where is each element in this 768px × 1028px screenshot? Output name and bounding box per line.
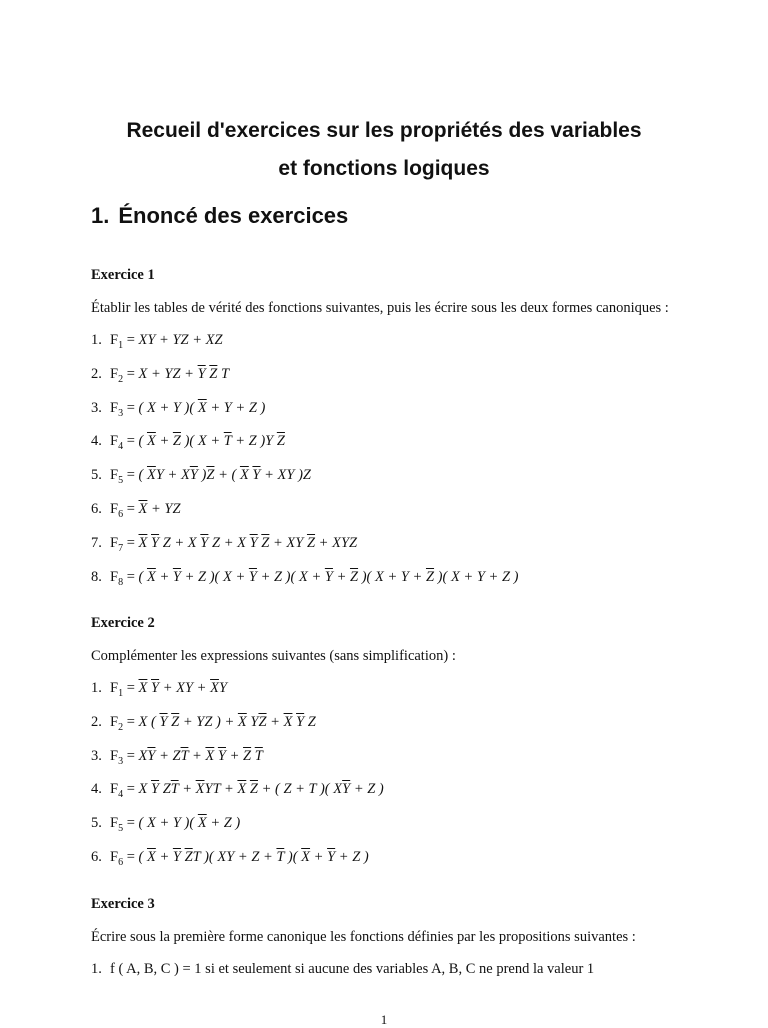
item-number: 4. [91,781,102,798]
function-name: $F_6$ = [110,501,139,520]
document-title [0,112,768,188]
item-text: f ( A, B, C ) = 1 si et seulement si aucune des variables A, B, C ne prend la valeur 1 [110,961,595,977]
exercise-2-item-4 [91,781,384,800]
item-number: 7. [91,534,102,551]
item-number: 2. [91,713,102,730]
expression: ( $\overline{X}Y + X\overline{Y}$ )$\overline{Z}$ + ( $\overline{X}$ $\overline{Y}$ + XY )Z [138,467,311,484]
exercise-1-item-2 [91,366,229,385]
item-number: 3. [91,747,102,764]
function-name: $F_4$ = [110,781,139,801]
item-number: 5. [91,815,102,832]
function-name: $F_4$ = [110,433,139,453]
expression: ( $\overline{X} + \overline{Y} + Z$ )( $X + \overline{Y} + Z$ )( $X + \overline{Y} + \overline{Z}$ )( $X + Y + \overline{Z}$ )( X + Y + Z ) [138,568,519,585]
function-name: $F_8$ = [110,568,139,588]
exercise-1-item-1 [91,332,223,351]
item-number: 4. [91,433,102,450]
expression: X + YZ + $\overline{Y}$ $\overline{Z}$ T [138,365,230,382]
exercise-2-item-6 [91,849,369,868]
exercise-1-item-6 [91,501,181,520]
exercise-1-item-5 [91,467,311,486]
title-line-1: Recueil d'exercices sur les propriétés des variables [126,119,642,142]
item-number: 1. [91,332,102,348]
function-name: $F_5$ = [110,467,139,487]
function-name: $F_7$ = [110,534,139,554]
item-number: 6. [91,849,102,865]
expression: ( $\overline{X} + \overline{Z}$ )( $X + \overline{T} + Z$ )Y $\overline{Z}$ [138,433,285,450]
section-heading [91,203,348,229]
item-number: 5. [91,467,102,484]
expression: ( $\overline{X} + \overline{Y}$ $\overline{Z}T$ )( XY + $Z + \overline{T}$ )( $\overline{X} + \overline{Y} + Z$ ) [138,849,369,865]
function-name: $F_1$ = [110,332,139,351]
item-number: 3. [91,399,102,416]
item-number: 8. [91,568,102,585]
expression: ( X + Y )( $\overline{X} + Z$ ) [138,815,241,832]
item-number: 1. [91,680,102,696]
function-name: $F_5$ = [110,815,139,835]
exercise-2-title: Exercice 2 [91,615,155,631]
section-number: 1. [91,203,110,228]
function-name: $F_1$ = [110,680,139,699]
item-number: 1. [91,961,102,977]
expression: $\overline{X}$ + YZ [138,501,181,517]
function-name: $F_6$ = [110,849,139,868]
function-name: $F_3$ = [110,399,139,419]
expression: XY + YZ + XZ [138,332,223,348]
exercise-2-item-5 [91,815,240,834]
exercise-2-instruction: Complémenter les expressions suivantes (sans simplification) : [91,648,456,664]
expression: $\overline{X}$ $\overline{Y}$ Z + X $\overline{Y}$ Z + X $\overline{Y}$ $\overline{Z}$ + XY $\overline{Z}$ + XYZ [138,534,358,551]
section-title: Énoncé des exercices [118,203,349,228]
exercise-3-title: Exercice 3 [91,896,155,912]
function-name: $F_2$ = [110,365,139,385]
exercise-2-item-1 [91,680,227,699]
exercise-1-item-3 [91,400,265,419]
exercise-2-item-2 [91,714,316,733]
exercise-1-item-8 [91,569,518,588]
item-number: 2. [91,365,102,382]
expression: $X\overline{Y} + Z\overline{T} + \overline{X}$ $\overline{Y} + \overline{Z}$ $\overline{T}$ [138,747,263,764]
exercise-2-item-3 [91,748,263,767]
title-line-2: et fonctions logiques [278,157,490,180]
item-number: 6. [91,501,102,517]
expression: X ( $\overline{Y}$ $\overline{Z}$ + YZ ) + $\overline{X}$ $Y\overline{Z} + \overline{X}$ $\overline{Y}$ Z [138,713,316,730]
expression: $\overline{X}$ $\overline{Y}$ + XY + $\overline{X}Y$ [138,680,228,696]
exercise-1-item-4 [91,433,285,452]
expression: X $\overline{Y}$ $Z\overline{T} + \overline{X}YT + \overline{X}$ $\overline{Z}$ + ( Z + T )( $X\overline{Y} + Z$ ) [138,781,384,798]
function-name: $F_2$ = [110,713,139,733]
exercise-3-instruction: Écrire sous la première forme canonique les fonctions définies par les propositions suivantes : [91,929,636,945]
exercise-3-item-1 [91,961,594,978]
function-name: $F_3$ = [110,747,139,767]
page-number: 1 [380,1012,388,1027]
expression: ( X + Y )( $\overline{X} + Y + Z$ ) [138,399,266,416]
exercise-1-item-7 [91,535,357,554]
exercise-1-instruction: Établir les tables de vérité des fonctions suivantes, puis les écrire sous les deux formes canoniques : [91,300,669,316]
exercise-1-title: Exercice 1 [91,267,155,283]
